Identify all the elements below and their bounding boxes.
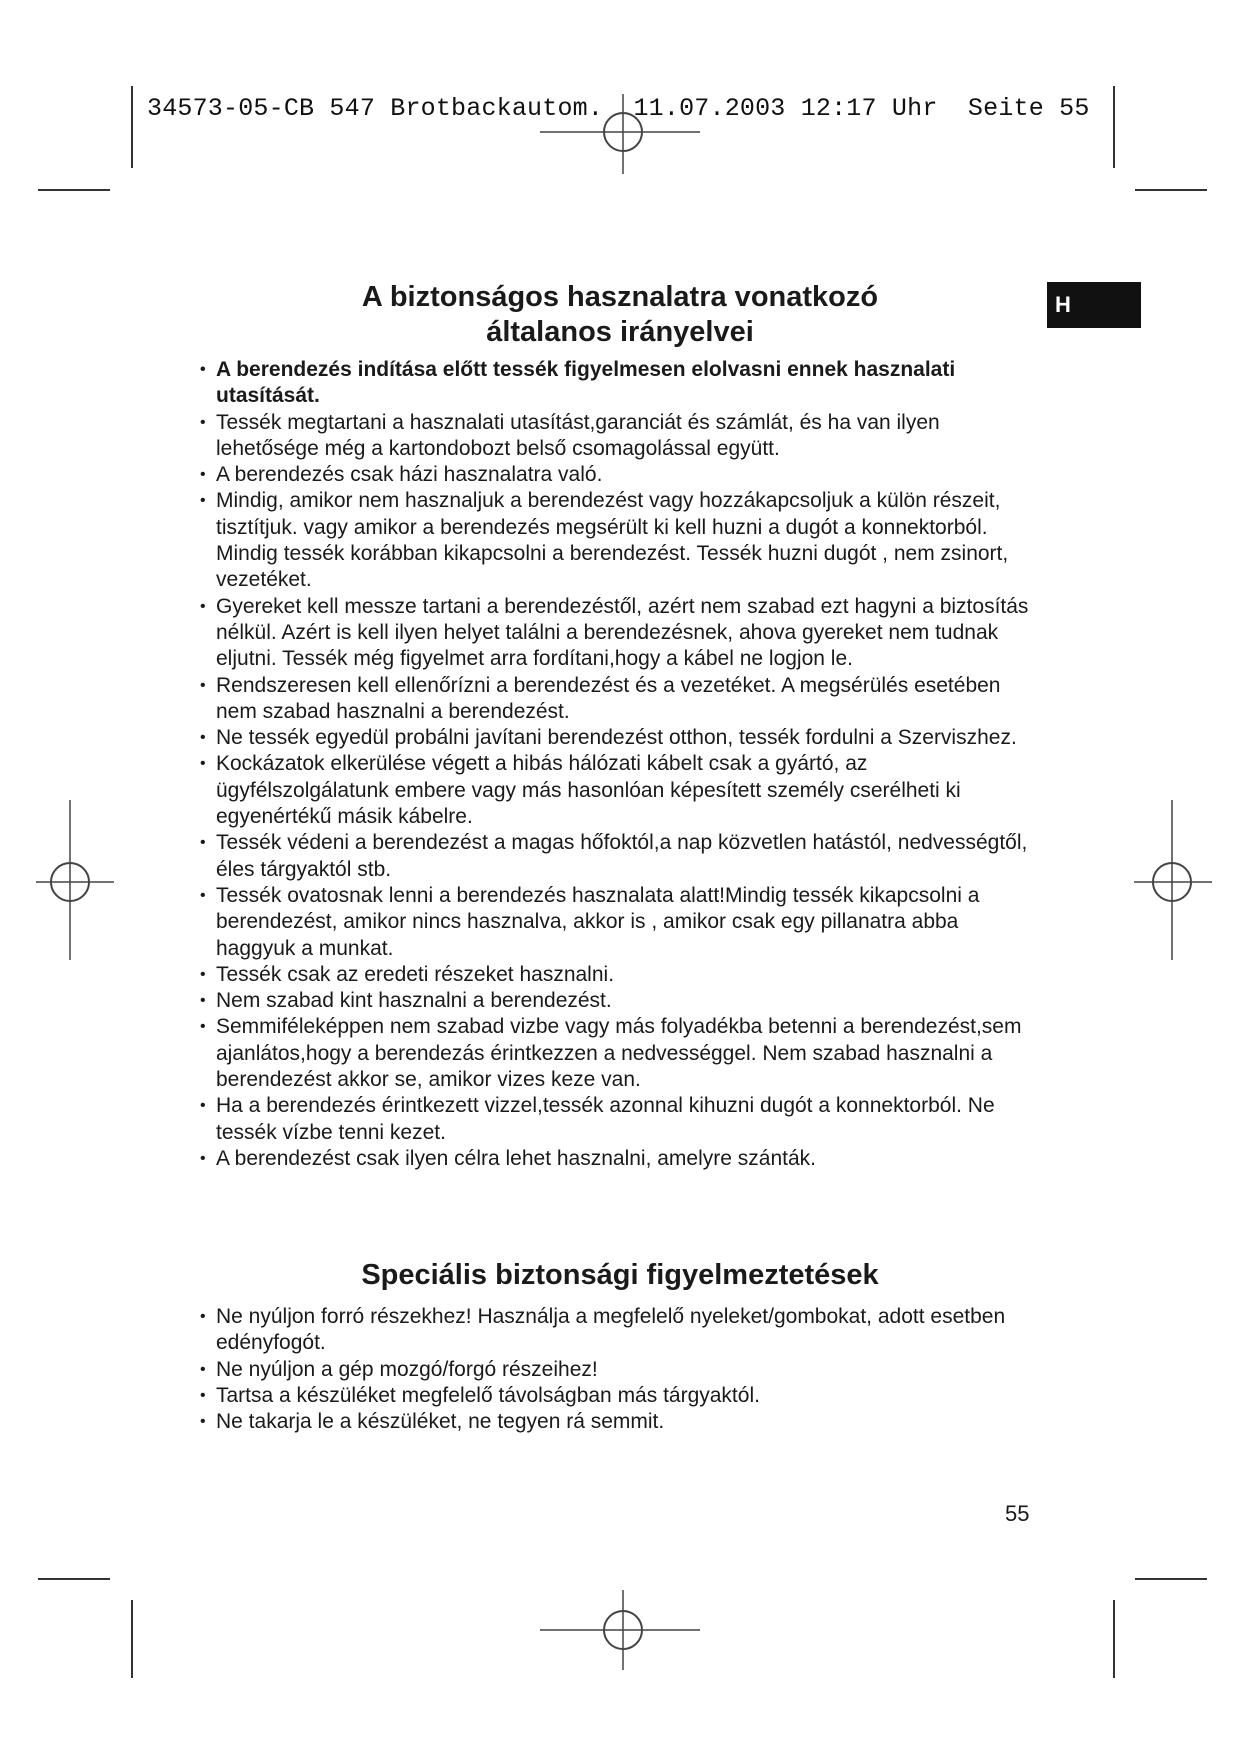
registration-mark-right <box>1128 800 1218 960</box>
registration-mark-left <box>30 800 120 960</box>
crop-mark <box>38 1578 110 1580</box>
list-item: • Gyereket kell messze tartani a berendezéstől, azért nem szabad ezt hagyni a biztosítás nélkül. Azért is kell ilyen helyet találni a berendezésnek, ahova gyereket nem tudnak eljutni. Tessék még figyelmet arra fordítani,hogy a kábel ne logjon le. <box>200 594 1040 673</box>
list-item: • Tessék ovatosnak lenni a berendezés hasznalata alatt!Mindig tessék kikapcsolni a berendezést, amikor nincs hasznalva, akkor is , amikor csak egy pillanatra abba haggyuk a munkat. <box>200 883 1040 962</box>
crop-mark <box>1113 1600 1115 1678</box>
crop-mark <box>131 1600 133 1678</box>
crop-mark <box>131 86 133 168</box>
list-item: • Tessék csak az eredeti részeket hasznalni. <box>200 962 1040 988</box>
crop-mark <box>1135 1578 1207 1580</box>
list-item: • Ne nyúljon a gép mozgó/forgó részeihez! <box>200 1357 1040 1383</box>
print-header: 34573-05-CB 547 Brotbackautom. 11.07.2003 12:17 Uhr Seite 55 <box>147 94 1090 123</box>
list-item: • A berendezés indítása előtt tessék figyelmesen elolvasni ennek hasznalati utasítását. <box>200 357 1040 410</box>
page-number: 55 <box>1005 1501 1030 1526</box>
crop-mark <box>1135 189 1207 191</box>
section-title-general-safety <box>190 280 1050 350</box>
list-item: • Nem szabad kint hasznalni a berendezést. <box>200 988 1040 1014</box>
list-item: • Tartsa a készüléket megfelelő távolságban más tárgyaktól. <box>200 1383 1040 1409</box>
title-line-2: általanos irányelvei <box>486 316 754 348</box>
list-item: • Ne nyúljon forró részekhez! Használja a megfelelő nyeleket/gombokat, adott esetben edényfogót. <box>200 1304 1040 1357</box>
list-item: • Semmiféleképpen nem szabad vizbe vagy más folyadékba betenni a berendezést,sem ajanlátos,hogy a berendezás érintkezzen a nedvességgel. Nem szabad hasznalni a berendezést akkor se, amikor vizes keze van. <box>200 1014 1040 1093</box>
list-item: • A berendezés csak házi hasznalatra való. <box>200 462 1040 488</box>
special-warnings-list <box>200 1304 1040 1435</box>
crop-mark <box>38 189 110 191</box>
section-title-special-warnings: Speciális biztonsági figyelmeztetések <box>361 1259 879 1291</box>
list-item: • Kockázatok elkerülése végett a hibás hálózati kábelt csak a gyártó, az ügyfélszolgálatunk embere vagy más hasonlóan képesített személy cserélheti ki egyenértékű másik kábelre. <box>200 751 1040 830</box>
list-item: • Mindig, amikor nem hasznaljuk a berendezést vagy hozzákapcsoljuk a külön részeit, tisztítjuk. vagy amikor a berendezés megsérült ki kell huzni a dugót a konnektorból. Mindig tessék korábban kikapcsolni a berendezést. Tessék huzni dugót , nem zsinort, vezetéket. <box>200 488 1040 593</box>
title-line-1: A biztonságos hasznalatra vonatkozó <box>361 281 879 313</box>
language-tab: H <box>1047 282 1141 328</box>
list-item: • Ne takarja le a készüléket, ne tegyen rá semmit. <box>200 1409 1040 1435</box>
registration-mark-bottom <box>540 1590 700 1670</box>
list-item: • Rendszeresen kell ellenőrízni a berendezést és a vezetéket. A megsérülés esetében nem szabad hasznalni a berendezést. <box>200 673 1040 726</box>
list-item: • A berendezést csak ilyen célra lehet hasznalni, amelyre szánták. <box>200 1146 1040 1172</box>
list-item: • Tessék megtartani a hasznalati utasítást,garanciát és számlát, és ha van ilyen lehetősége még a kartondobozt belső csomagolással együtt. <box>200 410 1040 463</box>
crop-mark <box>1113 86 1115 168</box>
registration-mark-top <box>540 94 700 174</box>
list-item: • Ne tessék egyedül probálni javítani berendezést otthon, tessék fordulni a Szerviszhez. <box>200 725 1040 751</box>
list-item: • Ha a berendezés érintkezett vizzel,tessék azonnal kihuzni dugót a konnektorból. Ne tessék vízbe tenni kezet. <box>200 1093 1040 1146</box>
list-item: • Tessék védeni a berendezést a magas hőfoktól,a nap közvetlen hatástól, nedvességtől, éles tárgyaktól stb. <box>200 830 1040 883</box>
safety-list <box>200 357 1040 1172</box>
